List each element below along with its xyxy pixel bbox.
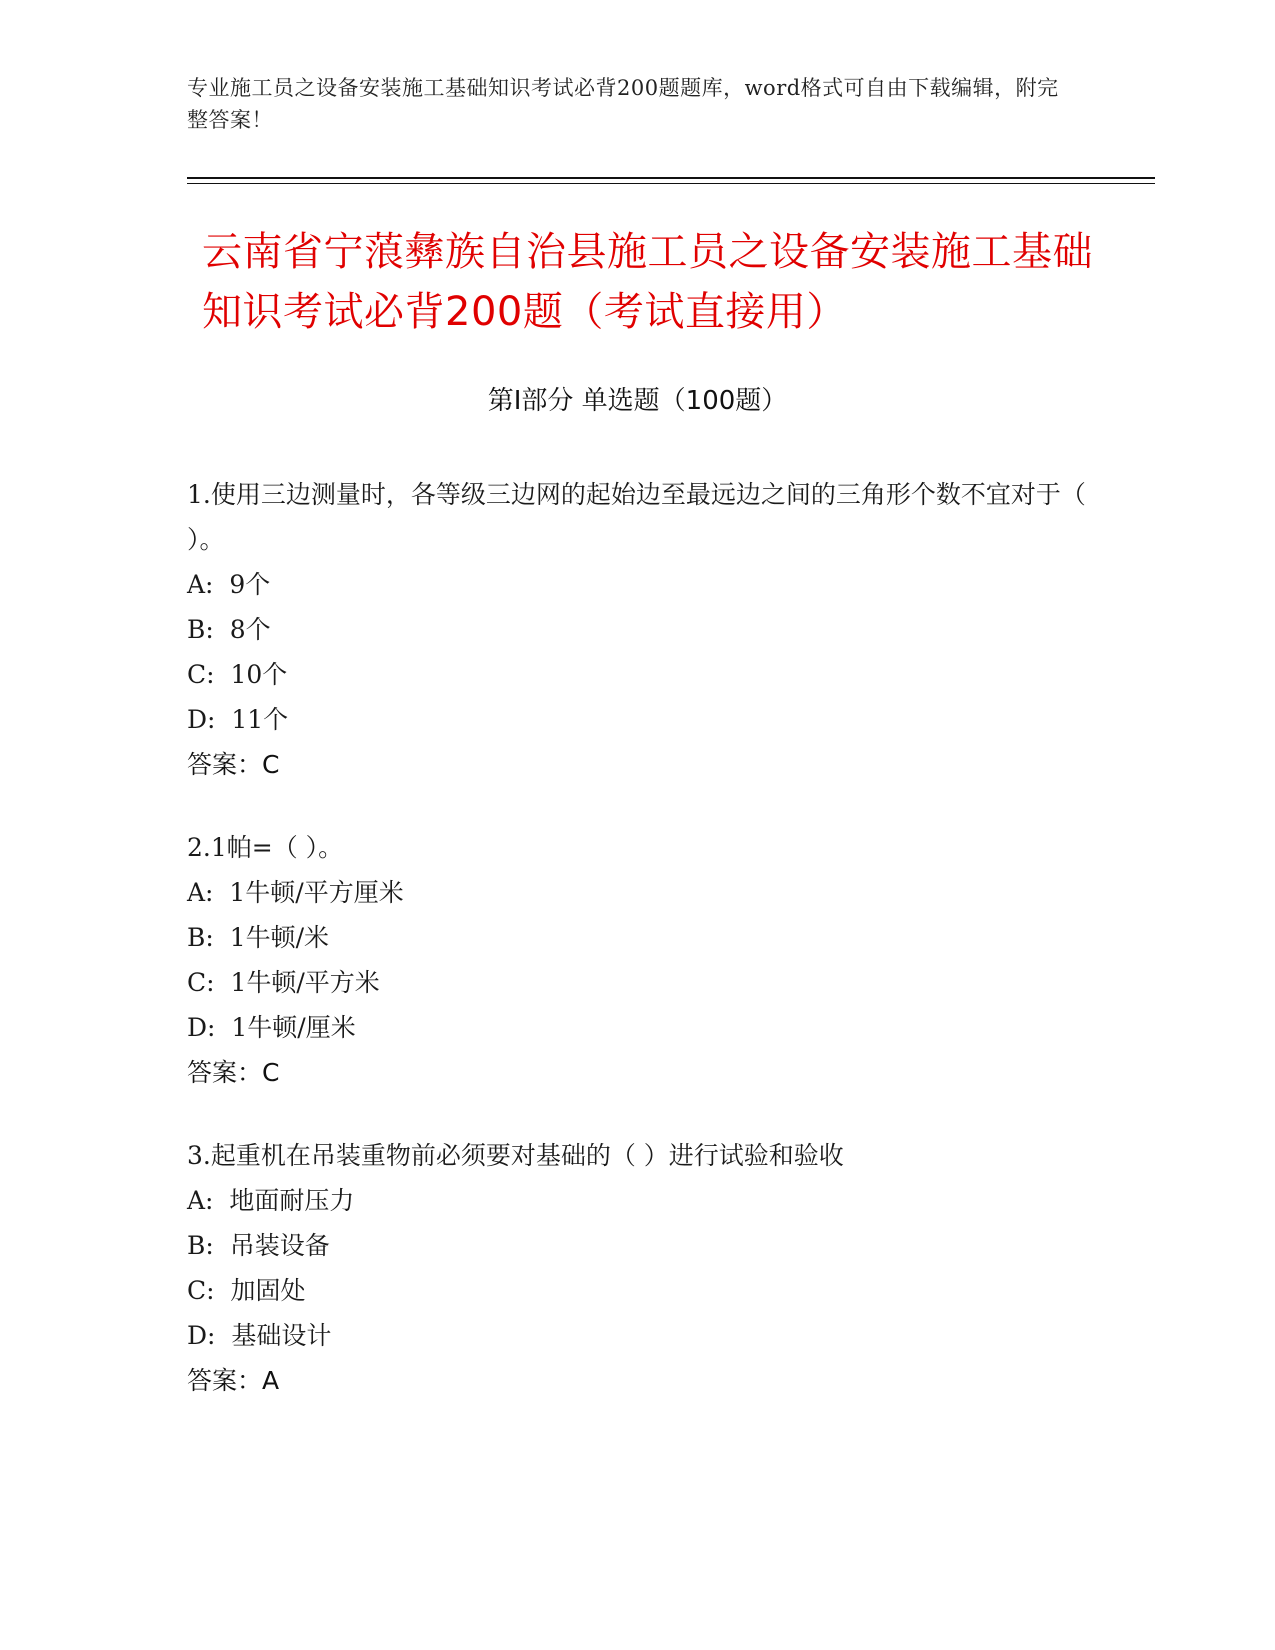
document-title: 云南省宁蒗彝族自治县施工员之设备安装施工基础知识考试必背200题（考试直接用） bbox=[202, 229, 1093, 335]
option-a: A: 9个 bbox=[187, 570, 271, 599]
question-stem: 1.使用三边测量时，各等级三边网的起始边至最远边之间的三角形个数不宜对于（ ）。 bbox=[187, 480, 1086, 554]
option-c: C: 10个 bbox=[187, 660, 288, 689]
option-b: B: 8个 bbox=[187, 615, 271, 644]
answer-line: 答案：A bbox=[187, 1366, 280, 1395]
option-a: A: 1牛顿/平方厘米 bbox=[187, 878, 404, 907]
option-b: B: 1牛顿/米 bbox=[187, 923, 330, 952]
header-divider-thin bbox=[187, 183, 1155, 184]
option-d: D: 1牛顿/厘米 bbox=[187, 1013, 356, 1042]
header-note: 专业施工员之设备安装施工基础知识考试必背200题题库，word格式可自由下载编辑，附完整答案！ bbox=[187, 76, 1059, 132]
question-list bbox=[187, 472, 1087, 1441]
option-d: D: 11个 bbox=[187, 705, 289, 734]
header-divider-thick bbox=[187, 177, 1155, 179]
answer-line: 答案：C bbox=[187, 750, 280, 779]
option-b: B: 吊装设备 bbox=[187, 1231, 330, 1260]
question-item bbox=[187, 825, 1087, 1095]
question-item bbox=[187, 472, 1087, 787]
option-c: C: 1牛顿/平方米 bbox=[187, 968, 380, 997]
question-item bbox=[187, 1133, 1087, 1403]
question-stem: 2.1帕=（ ）。 bbox=[187, 833, 344, 862]
answer-line: 答案：C bbox=[187, 1058, 280, 1087]
question-stem: 3.起重机在吊装重物前必须要对基础的（ ）进行试验和验收 bbox=[187, 1141, 844, 1170]
option-a: A: 地面耐压力 bbox=[187, 1186, 355, 1215]
option-d: D: 基础设计 bbox=[187, 1321, 332, 1350]
option-c: C: 加固处 bbox=[187, 1276, 306, 1305]
section-heading: 第Ⅰ部分 单选题（100题） bbox=[487, 386, 788, 416]
